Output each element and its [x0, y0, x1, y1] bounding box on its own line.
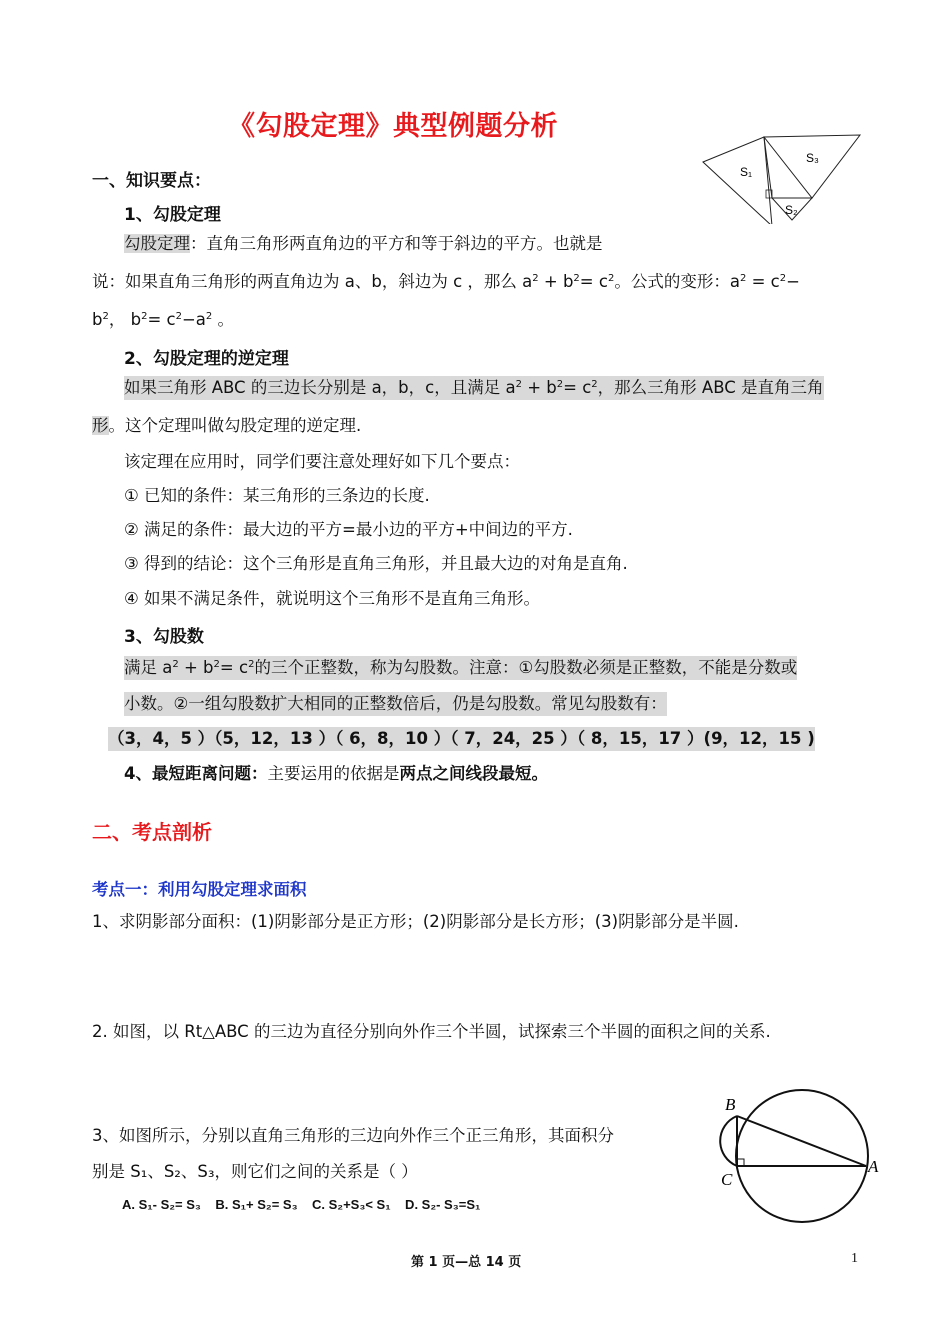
triangle-s1	[703, 137, 772, 224]
definition-line1: 勾股定理：直角三角形两直角边的平方和等于斜边的平方。也就是	[124, 234, 603, 253]
section2-heading: 二、考点剖析	[92, 820, 212, 844]
page-title: 《勾股定理》典型例题分析	[228, 111, 558, 142]
triangle-s3	[764, 135, 860, 198]
question-3-line1: 3、如图所示，分别以直角三角形的三边向外作三个正三角形，其面积分	[92, 1126, 614, 1145]
subheading-pythagorean-triples: 3、勾股数	[124, 627, 204, 647]
question-3-options: A. S₁- S₂= S₃ B. S₁+ S₂= S₃ C. S₂+S₃< S₁ D. S₂- S₃=S₁	[122, 1197, 481, 1212]
page-footer: 第 1 页—总 14 页	[411, 1255, 522, 1270]
small-semicircle	[720, 1116, 737, 1166]
note-4: ④ 如果不满足条件，就说明这个三角形不是直角三角形。	[124, 589, 541, 608]
large-circle	[736, 1090, 868, 1222]
keypoint-1: 考点一：利用勾股定理求面积	[92, 880, 307, 899]
converse-line2: 形。这个定理叫做勾股定理的逆定理.	[92, 416, 362, 435]
label-a: A	[868, 1157, 879, 1176]
label-s1: S₁	[740, 165, 753, 179]
semicircles-figure	[702, 1064, 898, 1250]
definition-line2: 说：如果直角三角形的两直角边为 a、b，斜边为 c ，那么 $a^2 + b^2= c^2$。公式的变形：$a^2 = c^2-$	[92, 272, 800, 291]
label-s3: S₃	[806, 151, 819, 165]
note-2: ② 满足的条件：最大边的平方=最小边的平方+中间边的平方.	[124, 520, 573, 539]
section1-heading: 一、知识要点：	[92, 171, 211, 191]
page-number: 1	[851, 1251, 858, 1266]
note-intro: 该定理在应用时，同学们要注意处理好如下几个要点：	[124, 452, 520, 471]
note-3: ③ 得到的结论：这个三角形是直角三角形，并且最大边的对角是直角.	[124, 554, 628, 573]
note-1: ① 已知的条件：某三角形的三条边的长度.	[124, 486, 430, 505]
label-c: C	[721, 1170, 733, 1189]
shortest-distance: 4、最短距离问题：主要运用的依据是两点之间线段最短。	[124, 764, 548, 783]
label-b: B	[725, 1095, 736, 1114]
triples-list: （3，4，5 ）（5，12，13 ）（ 6，8，10 ）（ 7，24，25 ）（ 8，15，17 ）(9，12，15 )	[108, 727, 815, 751]
question-3-line2: 别是 S₁、S₂、S₃，则它们之间的关系是（ ）	[92, 1162, 418, 1181]
label-s2: S₂	[785, 203, 798, 217]
definition-line3: $b^2$， $b^2= c^2-a^2$ 。	[92, 310, 235, 329]
triples-line2: 小数。②一组勾股数扩大相同的正整数倍后，仍是勾股数。常见勾股数有：	[124, 692, 667, 716]
subheading-converse: 2、勾股定理的逆定理	[124, 349, 289, 369]
question-1: 1、求阴影部分面积：(1)阴影部分是正方形；(2)阴影部分是长方形；(3)阴影部分是半圆.	[92, 912, 739, 931]
converse-line1: 如果三角形 ABC 的三边长分别是 a，b，c，且满足 $a^2 + b^2= c^2$，那么三角形 ABC 是直角三角	[124, 376, 824, 400]
definition-label: 勾股定理	[124, 234, 190, 253]
subheading-pythagorean-theorem: 1、勾股定理	[124, 205, 221, 225]
triples-line1: 满足 $a^2 + b^2= c^2$的三个正整数，称为勾股数。注意：①勾股数必须是正整数，不能是分数或	[124, 656, 797, 680]
question-2: 2. 如图，以 Rt△ABC 的三边为直径分别向外作三个半圆，试探索三个半圆的面积之间的关系.	[92, 1022, 771, 1041]
triangles-figure	[700, 132, 865, 224]
